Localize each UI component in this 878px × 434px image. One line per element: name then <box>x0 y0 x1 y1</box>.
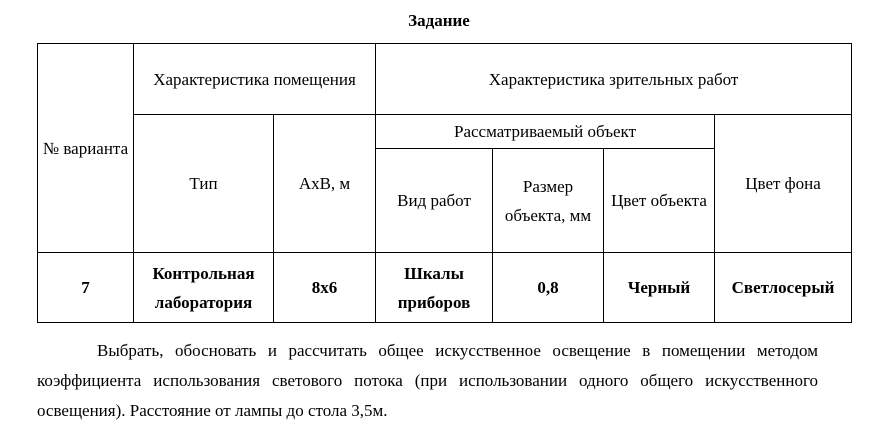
header-room: Характеристика помещения <box>134 44 376 115</box>
header-variant: № варианта <box>38 44 134 253</box>
cell-work: Шкалы приборов <box>376 253 493 323</box>
cell-background: Светлосерый <box>715 253 852 323</box>
cell-variant: 7 <box>38 253 134 323</box>
header-type: Тип <box>134 115 274 253</box>
header-object-size: Размер объекта, мм <box>493 149 604 253</box>
page-title: Задание <box>408 11 470 30</box>
cell-size: 8х6 <box>274 253 376 323</box>
header-size: AxB, м <box>274 115 376 253</box>
header-object-color: Цвет объекта <box>604 149 715 253</box>
task-description <box>37 336 818 426</box>
header-visual-work: Характеристика зрительных работ <box>376 44 852 115</box>
header-background: Цвет фона <box>715 115 852 253</box>
table-row <box>38 253 852 323</box>
header-work-type: Вид работ <box>376 149 493 253</box>
cell-object-size: 0,8 <box>493 253 604 323</box>
task-table <box>37 43 852 323</box>
task-paragraph: Выбрать, обосновать и рассчитать общее искусственное освещение в помещении методом коэффициента использования светового потока (при использовании одного общего искусственного освещения). Расстояние от лампы до стола 3,5м. <box>37 341 818 420</box>
header-object: Рассматриваемый объект <box>376 115 715 149</box>
cell-object-color: Черный <box>604 253 715 323</box>
cell-type: Контрольная лаборатория <box>134 253 274 323</box>
